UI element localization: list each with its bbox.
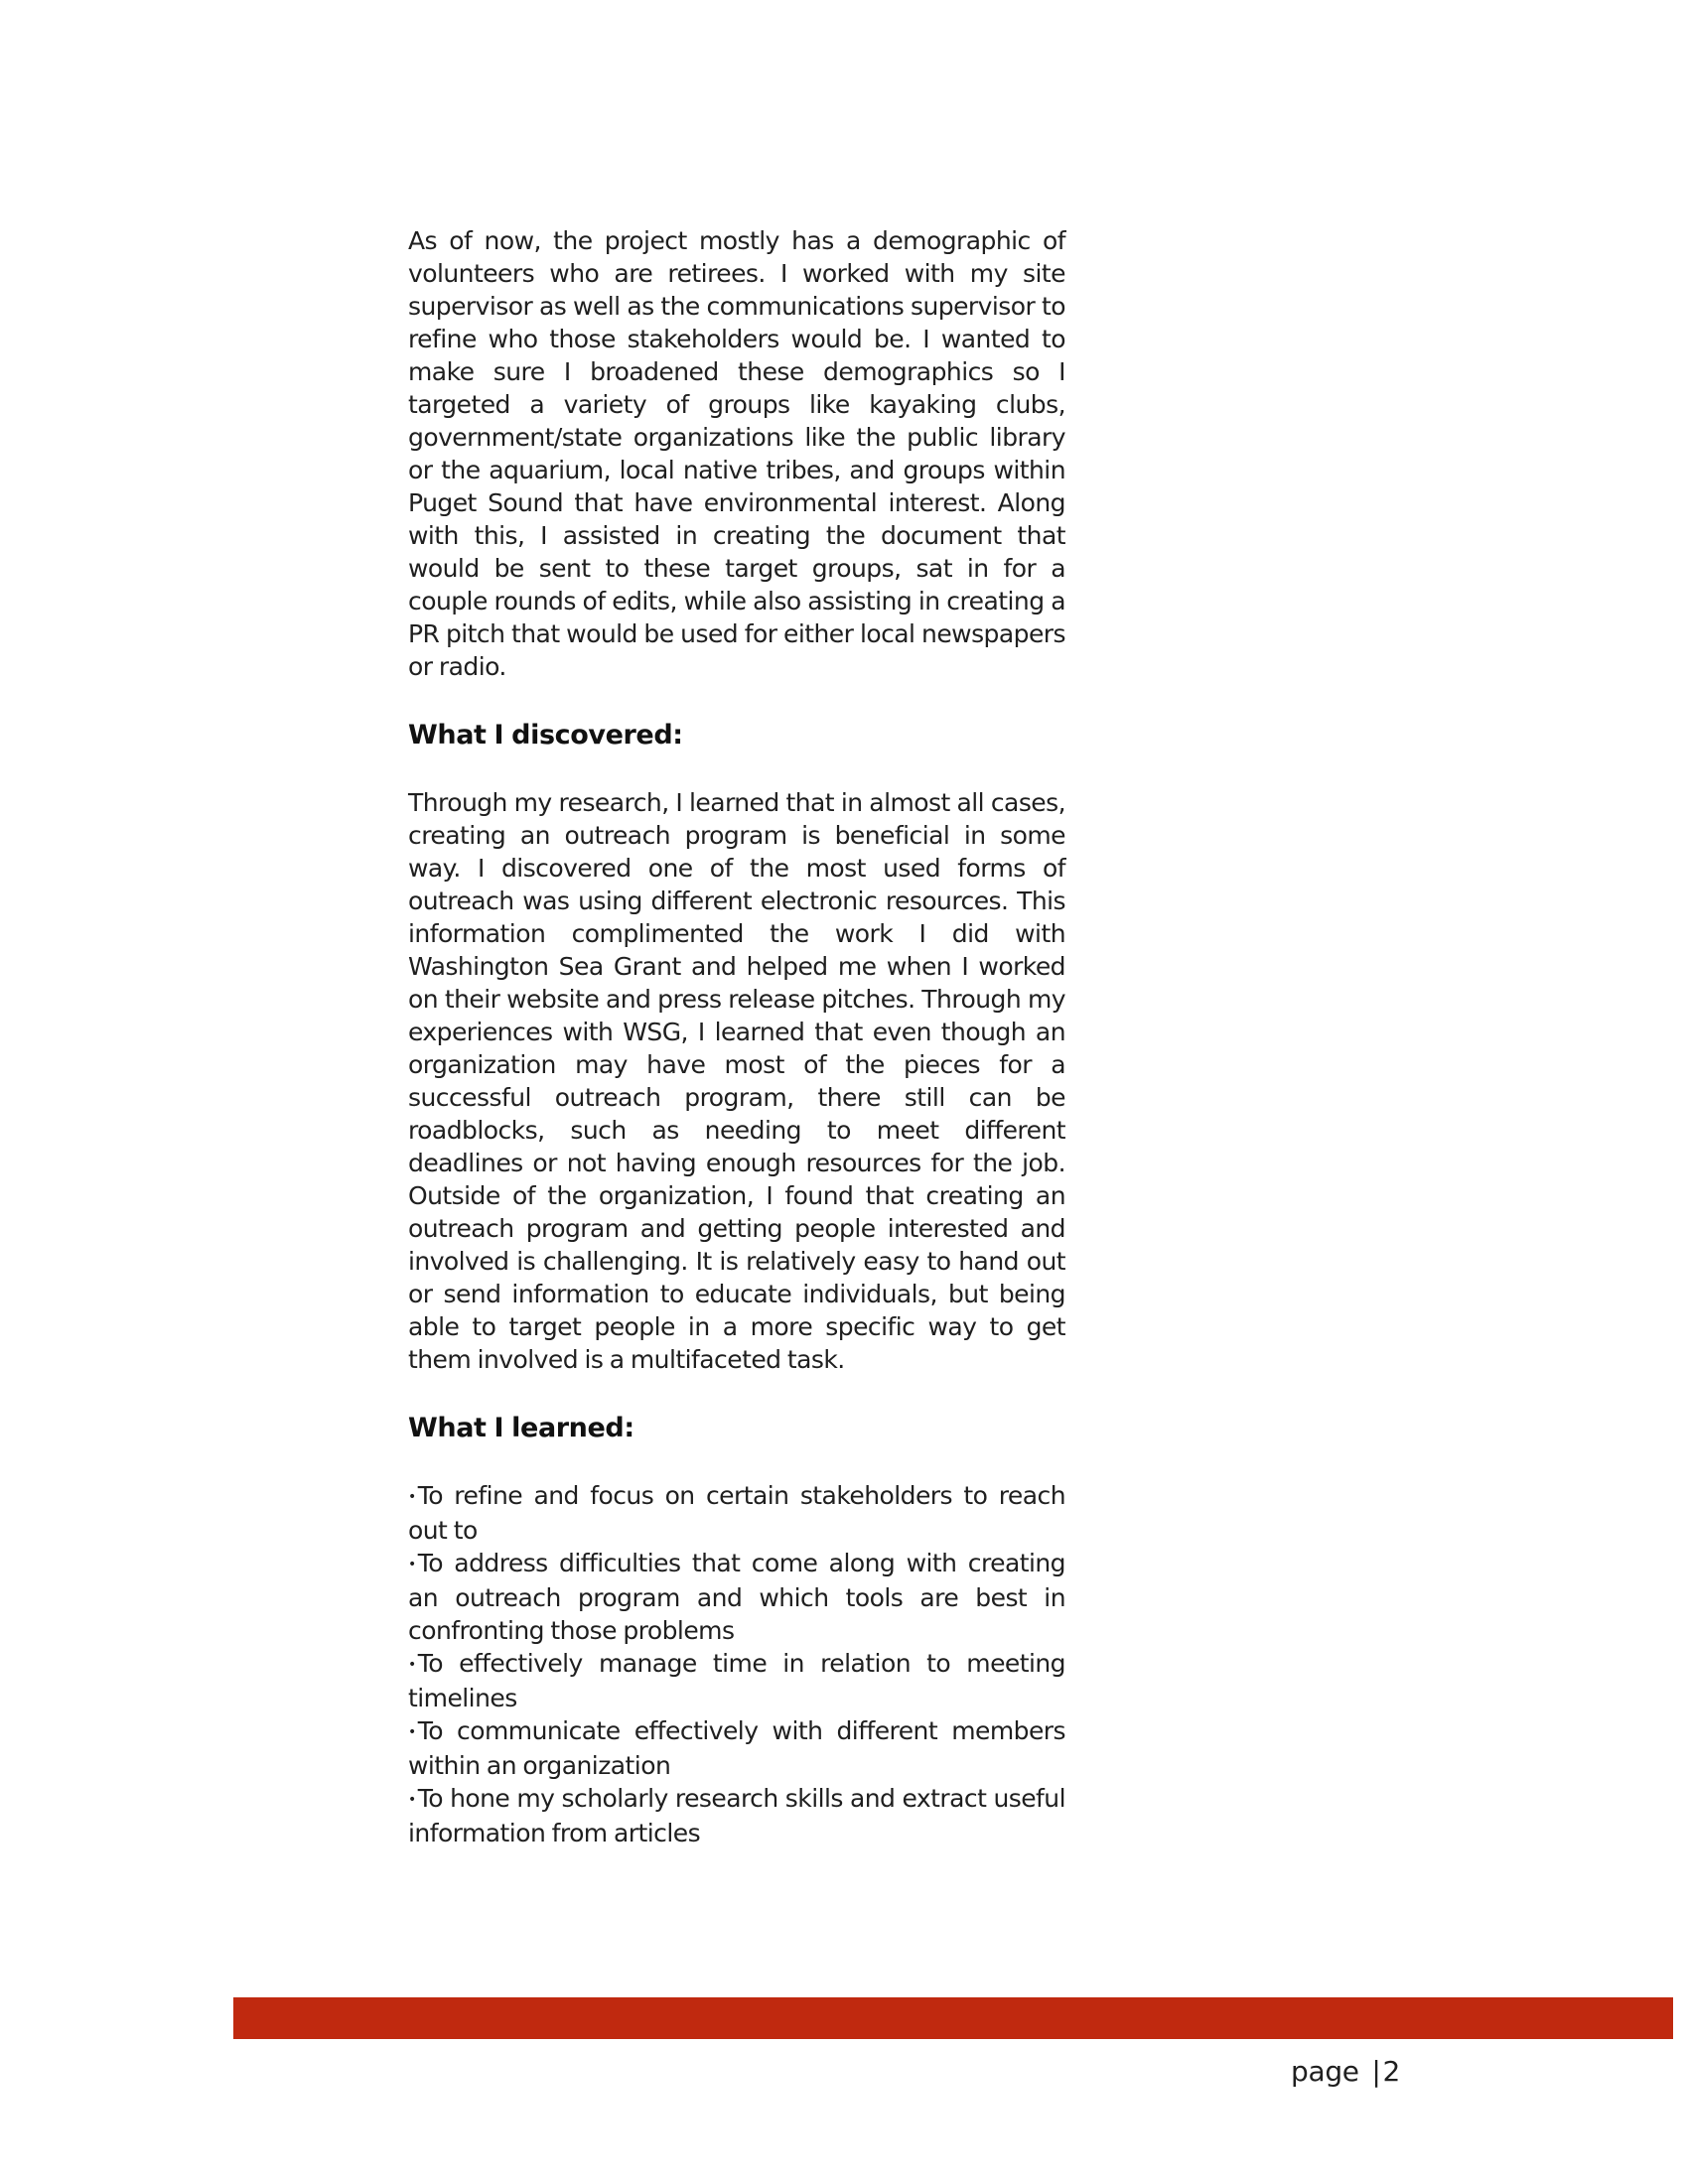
intro-paragraph: As of now, the project mostly has a demographic of volunteers who are retirees. I worked with my site supervisor as well as the communications supervisor to refine who those stakeholders would be. I wanted to make sure I broadened these demographics so I targeted a variety of groups like kayaking clubs, government/state organizations like the public library or the aquarium, local native tribes, and groups within Puget Sound that have environmental interest. Along with this, I assisted in creating the document that would be sent to these target groups, sat in for a couple rounds of edits, while also assisting in creating a PR pitch that would be used for either local newspapers or radio. <box>408 226 1065 681</box>
document-body <box>408 224 1065 1849</box>
list-item-text: To address difficulties that come along with creating an outreach program and which tools are best in confronting those problems <box>408 1549 1065 1645</box>
bullet-icon: • <box>408 1657 416 1673</box>
list-item <box>408 1714 1065 1782</box>
list-item-text: To refine and focus on certain stakeholders to reach out to <box>408 1481 1065 1545</box>
page-label: page <box>1291 2055 1359 2088</box>
bullet-icon: • <box>408 1724 416 1740</box>
bullet-icon: • <box>408 1557 416 1572</box>
list-item <box>408 1547 1065 1647</box>
list-item <box>408 1647 1065 1714</box>
learned-list <box>408 1479 1065 1849</box>
discovered-heading: What I discovered: <box>408 720 683 751</box>
learned-heading: What I learned: <box>408 1413 634 1443</box>
footer-accent-bar <box>233 1997 1673 2039</box>
bullet-icon: • <box>408 1489 416 1505</box>
list-item-text: To communicate effectively with different members within an organization <box>408 1716 1065 1780</box>
page-number-value: 2 <box>1382 2055 1400 2088</box>
list-item <box>408 1479 1065 1547</box>
list-item-text: To hone my scholarly research skills and extract useful information from articles <box>408 1784 1065 1847</box>
page-number <box>1291 2055 1400 2088</box>
list-item-text: To effectively manage time in relation to meeting timelines <box>408 1649 1065 1712</box>
page-separator: | <box>1371 2055 1381 2088</box>
discovered-paragraph: Through my research, I learned that in almost all cases, creating an outreach program is beneficial in some way. I discovered one of the most used forms of outreach was using different electronic resources. This information complimented the work I did with Washington Sea Grant and helped me when I worked on their website and press release pitches. Through my experiences with WSG, I learned that even though an organization may have most of the pieces for a successful outreach program, there still can be roadblocks, such as needing to meet different deadlines or not having enough resources for the job. Outside of the organization, I found that creating an outreach program and getting people interested and involved is challenging. It is relatively easy to hand out or send information to educate individuals, but being able to target people in a more specific way to get them involved is a multifaceted task. <box>408 788 1065 1374</box>
list-item <box>408 1782 1065 1849</box>
bullet-icon: • <box>408 1792 416 1808</box>
